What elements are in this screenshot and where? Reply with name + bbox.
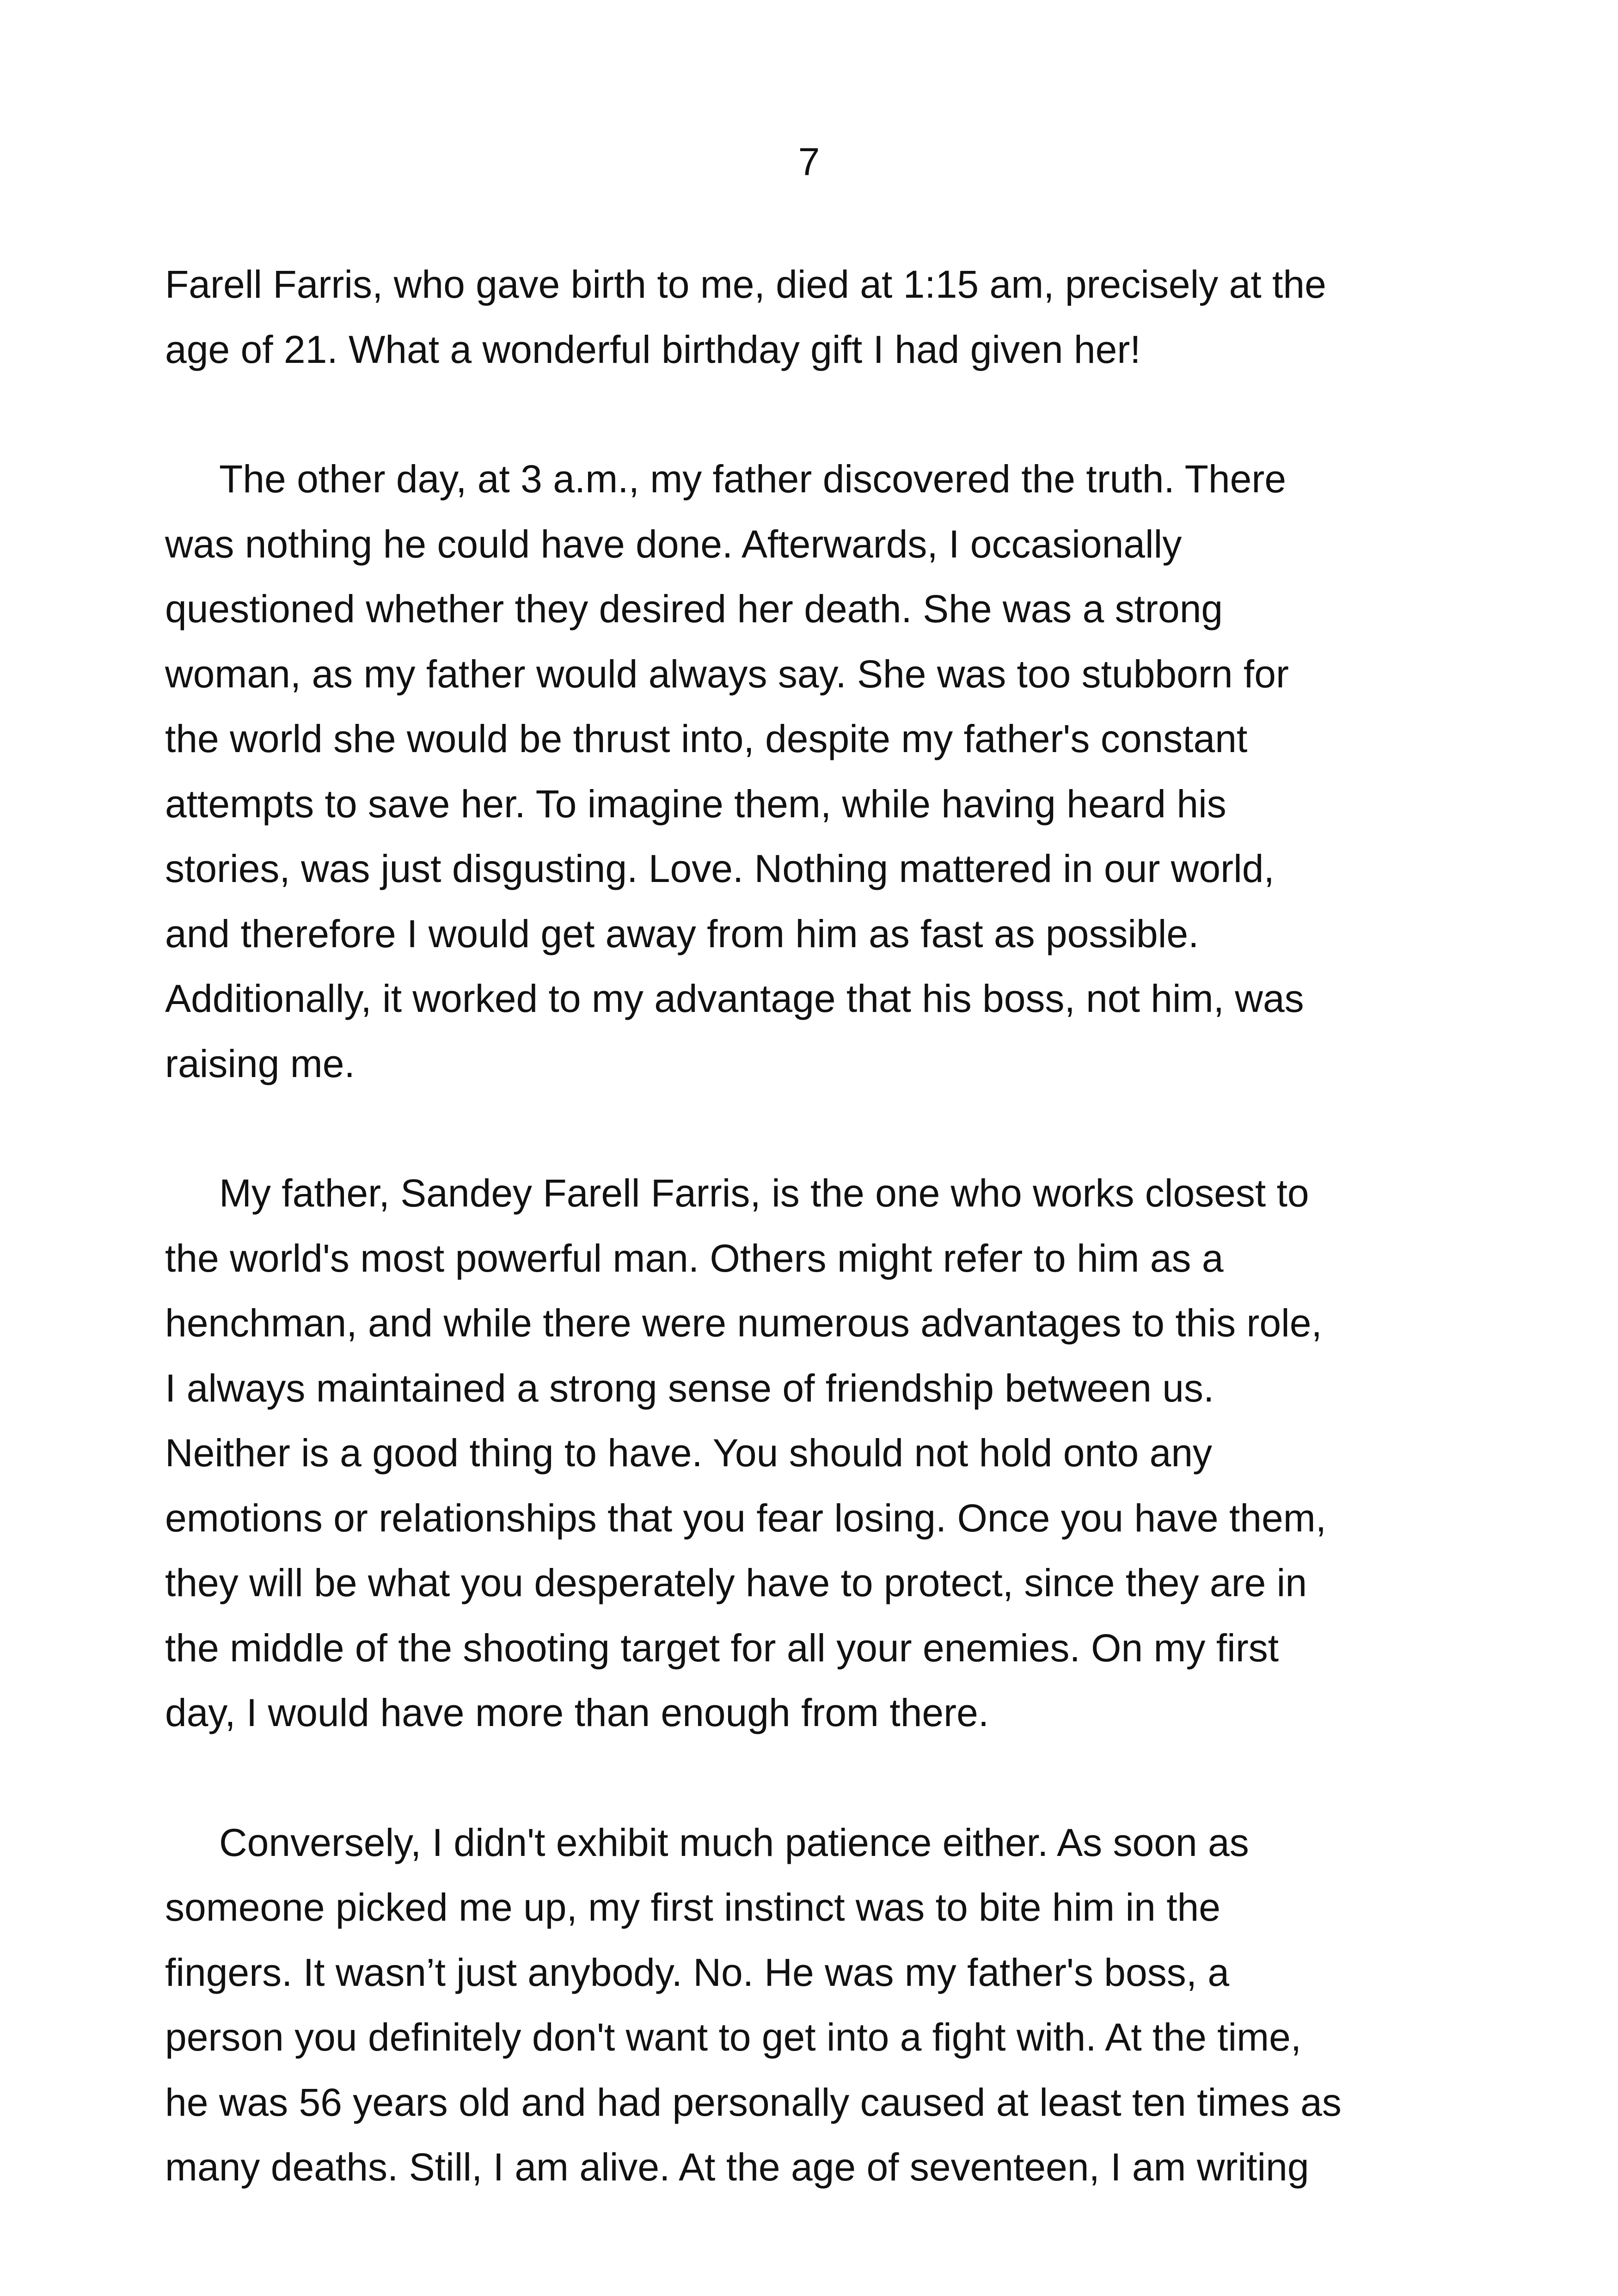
text-line: I always maintained a strong sense of friendship between us. [165, 1366, 1214, 1410]
text-line: and therefore I would get away from him as fast as possible. [165, 912, 1199, 955]
text-line: he was 56 years old and had personally caused at least ten times as [165, 2080, 1342, 2124]
text-line: many deaths. Still, I am alive. At the age of seventeen, I am writing [165, 2145, 1309, 2189]
text-line: Conversely, I didn't exhibit much patience either. As soon as [219, 1820, 1249, 1864]
text-line: questioned whether they desired her death. She was a strong [165, 587, 1223, 631]
text-line: Additionally, it worked to my advantage that his boss, not him, was [165, 977, 1304, 1020]
text-line: raising me. [165, 1041, 355, 1085]
text-line: the world she would be thrust into, despite my father's constant [165, 717, 1248, 760]
text-line: emotions or relationships that you fear losing. Once you have them, [165, 1496, 1327, 1540]
text-line: woman, as my father would always say. She was too stubborn for [165, 652, 1289, 696]
text-line: fingers. It wasn’t just anybody. No. He was my father's boss, a [165, 1950, 1230, 1994]
text-line: age of 21. What a wonderful birthday gift I had given her! [165, 327, 1141, 371]
paragraph [165, 1161, 1473, 1745]
text-line: person you definitely don't want to get into a fight with. At the time, [165, 2015, 1302, 2059]
text-line: the middle of the shooting target for all your enemies. On my first [165, 1626, 1279, 1670]
text-line: Neither is a good thing to have. You should not hold onto any [165, 1431, 1213, 1475]
paragraph [165, 1810, 1473, 2200]
text-line: attempts to save her. To imagine them, while having heard his [165, 782, 1226, 826]
text-line: they will be what you desperately have to protect, since they are in [165, 1561, 1307, 1604]
text-line: day, I would have more than enough from there. [165, 1691, 989, 1734]
text-line: henchman, and while there were numerous advantages to this role, [165, 1301, 1322, 1345]
text-line: The other day, at 3 a.m., my father discovered the truth. There [219, 457, 1287, 501]
text-line: someone picked me up, my first instinct was to bite him in the [165, 1886, 1220, 1929]
text-line: Farell Farris, who gave birth to me, died at 1:15 am, precisely at the [165, 263, 1326, 306]
text-line: was nothing he could have done. Afterwards, I occasionally [165, 522, 1182, 566]
paragraph [165, 447, 1473, 1096]
text-line: the world's most powerful man. Others might refer to him as a [165, 1236, 1224, 1280]
body-text [165, 252, 1473, 2200]
text-line: stories, was just disgusting. Love. Nothing mattered in our world, [165, 847, 1275, 890]
paragraph [165, 252, 1473, 382]
page-number: 7 [798, 140, 820, 184]
text-line: My father, Sandey Farell Farris, is the one who works closest to [219, 1171, 1309, 1215]
